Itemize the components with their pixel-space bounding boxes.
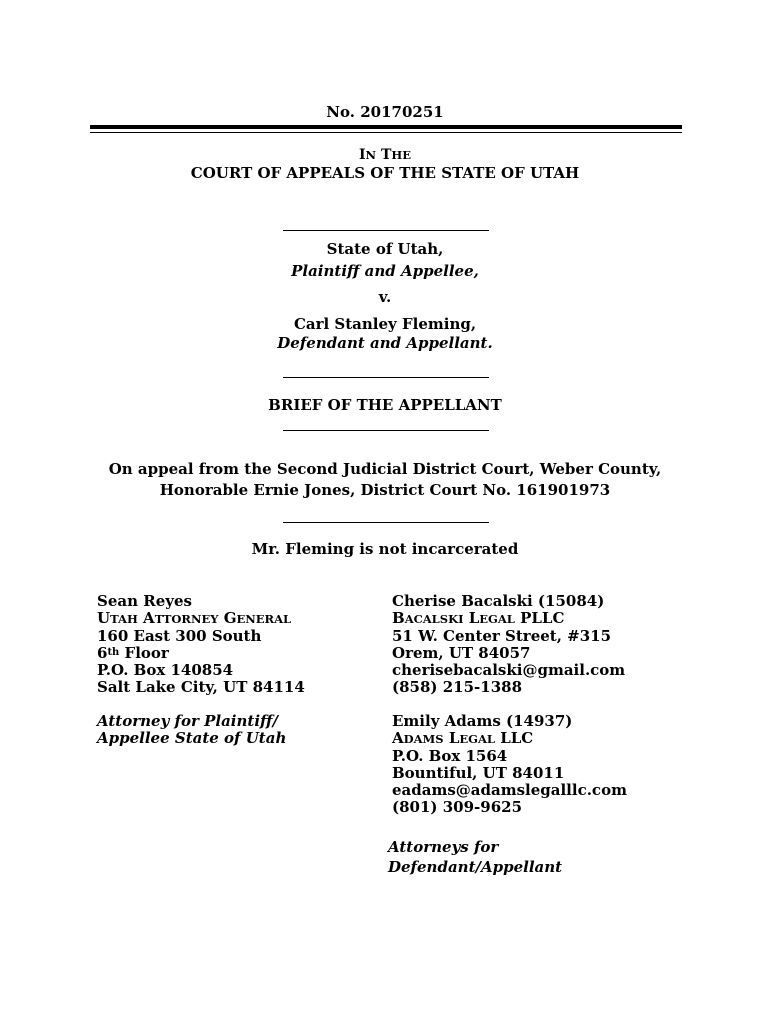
counsel-firm: BACALSKI LEGAL PLLC bbox=[392, 609, 565, 628]
separator-line bbox=[283, 522, 489, 523]
separator-line bbox=[283, 377, 489, 378]
counsel-name: Emily Adams (14937) bbox=[392, 712, 573, 730]
counsel-name: Sean Reyes bbox=[97, 592, 192, 610]
right-counsel-role: Attorneys for Defendant/Appellant bbox=[388, 838, 563, 876]
counsel-city: Orem, UT 84057 bbox=[392, 643, 531, 662]
counsel-po-box: P.O. Box 140854 bbox=[97, 661, 234, 680]
right-counsel-2-block bbox=[392, 713, 627, 817]
left-counsel-role: Attorney for Plaintiff/ Appellee State of Utah bbox=[97, 712, 287, 748]
counsel-street: 160 East 300 South bbox=[97, 626, 262, 645]
counsel-email: eadams@adamslegalllc.com bbox=[392, 781, 627, 800]
plaintiff-name: State of Utah, bbox=[326, 240, 444, 258]
counsel-po-box: P.O. Box 1564 bbox=[392, 746, 508, 765]
separator-line bbox=[283, 230, 489, 231]
brief-title: BRIEF OF THE APPELLANT bbox=[268, 396, 502, 414]
court-intro: IN THE bbox=[358, 147, 411, 163]
versus: v. bbox=[378, 288, 392, 306]
right-counsel-1-block bbox=[392, 593, 625, 697]
plaintiff-role: Plaintiff and Appellee, bbox=[291, 262, 479, 280]
counsel-phone: (858) 215-1388 bbox=[392, 678, 523, 697]
court-name: COURT OF APPEALS OF THE STATE OF UTAH bbox=[190, 164, 580, 182]
counsel-floor: 6th Floor bbox=[97, 643, 169, 662]
left-counsel-block bbox=[97, 593, 305, 697]
thin-rule bbox=[90, 132, 682, 133]
case-number: No. 20170251 bbox=[326, 103, 444, 121]
counsel-city: Bountiful, UT 84011 bbox=[392, 763, 565, 782]
counsel-office: UTAH ATTORNEY GENERAL bbox=[97, 609, 292, 628]
counsel-phone: (801) 309-9625 bbox=[392, 798, 523, 817]
counsel-firm: ADAMS LEGAL LLC bbox=[392, 729, 534, 748]
defendant-role: Defendant and Appellant. bbox=[277, 334, 493, 352]
counsel-street: 51 W. Center Street, #315 bbox=[392, 626, 612, 645]
counsel-email: cherisebacalski@gmail.com bbox=[392, 661, 626, 680]
appeal-line-1: On appeal from the Second Judicial District Court, Weber County, bbox=[108, 460, 662, 478]
appeal-line-2: Honorable Ernie Jones, District Court No. 161901973 bbox=[159, 481, 611, 499]
counsel-city: Salt Lake City, UT 84114 bbox=[97, 678, 305, 697]
separator-line bbox=[283, 430, 489, 431]
defendant-name: Carl Stanley Fleming, bbox=[293, 315, 477, 333]
heavy-rule bbox=[90, 125, 682, 129]
counsel-name: Cherise Bacalski (15084) bbox=[392, 592, 605, 610]
incarceration-status: Mr. Fleming is not incarcerated bbox=[251, 540, 519, 558]
